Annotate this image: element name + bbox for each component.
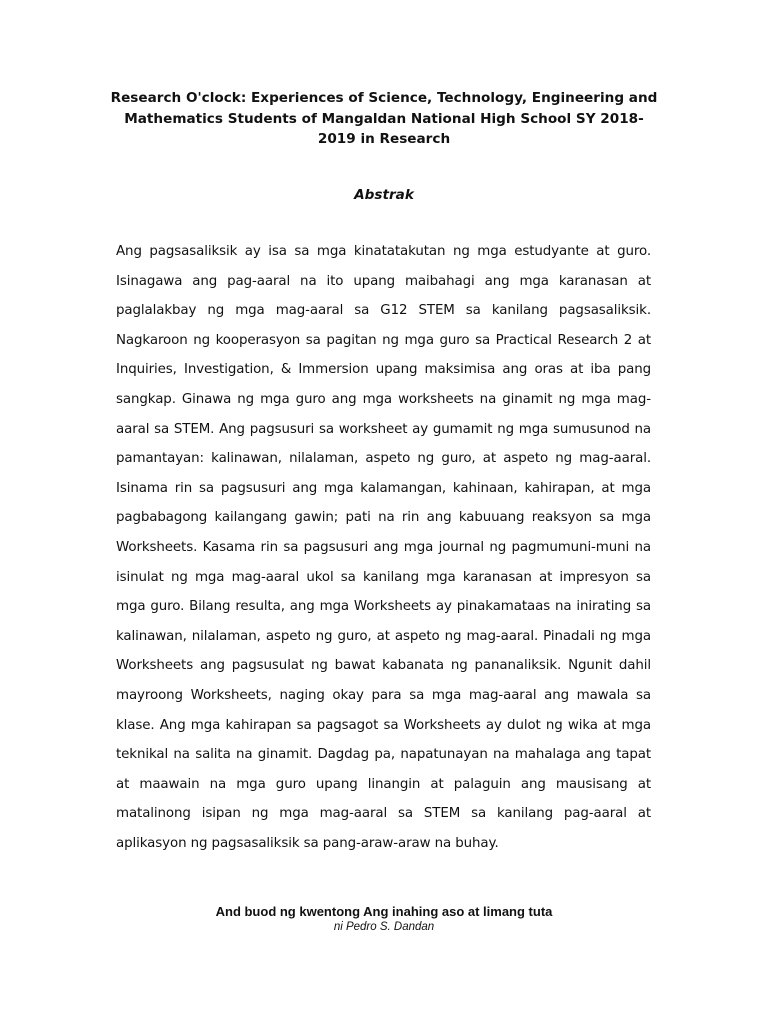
abstract-body: Ang pagsasaliksik ay isa sa mga kinatatakutan ng mga estudyante at guro. Isinagawa ang pag-aaral na ito upang maibahagi ang mga karanasan at paglalakbay ng mga mag-aaral sa G12 STEM sa kanilang pagsasaliksik. Nagkaroon ng kooperasyon sa pagitan ng mga guro sa Practical Research 2 at Inquiries, Investigation, & Immersion upang maksimisa ang oras at iba pang sangkap. Ginawa ng mga guro ang mga worksheets na ginamit ng mga mag-aaral sa STEM. Ang pagsusuri sa worksheet ay gumamit ng mga sumusunod na pamantayan: kalinawan, nilalaman, aspeto ng guro, at aspeto ng mag-aaral. Isinama rin sa pagsusuri ang mga kalamangan, kahinaan, kahirapan, at mga pagbabagong kailangang gawin; pati na rin ang kabuuang reaksyon sa mga Worksheets. Kasama rin sa pagsusuri ang mga journal ng pagmumuni-muni na isinulat ng mga mag-aaral ukol sa kanilang mga karanasan at impresyon sa mga guro. Bilang resulta, ang mga Worksheets ay pinakamataas na inirating sa kalinawan, nilalaman, aspeto ng guro, at aspeto ng mag-aaral. Pinadali ng mga Worksheets ang pagsusulat ng bawat kabanata ng pananaliksik. Ngunit dahil mayroong Worksheets, naging okay para sa mga mag-aaral ang mawala sa klase. Ang mga kahirapan sa pagsagot sa Worksheets ay dulot ng wika at mga teknikal na salita na ginamit. Dagdag pa, napatunayan na mahalaga ang tapat at maawain na mga guro upang linangin at palaguin ang mausisang at matalinong isipan ng mga mag-aaral sa STEM sa kanilang pag-aaral at aplikasyon ng pagsasaliksik sa pang-araw-araw na buhay. [116, 244, 651, 851]
paper-title: Research O'clock: Experiences of Science, Technology, Engineering and Mathematics Students of Mangaldan National High School SY 2018-2019 in Research [110, 90, 658, 147]
story-title: And buod ng kwentong Ang inahing aso at limang tuta [215, 904, 553, 919]
story-author: ni Pedro S. Dandan [333, 921, 435, 933]
abstract-heading: Abstrak [354, 187, 414, 203]
